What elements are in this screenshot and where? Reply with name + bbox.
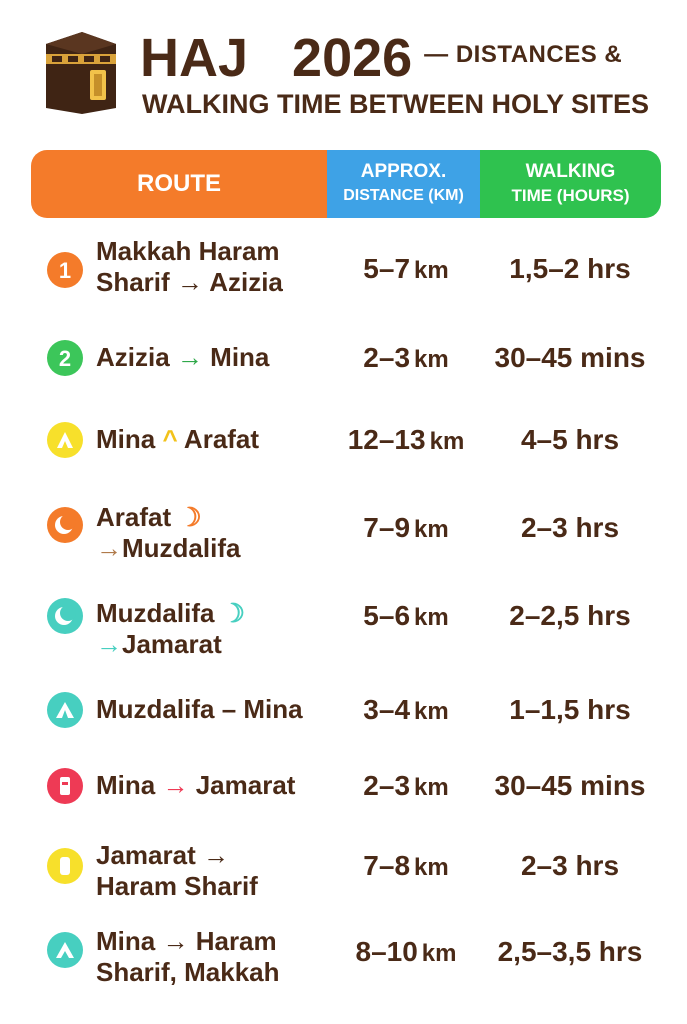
table-row [0, 926, 687, 992]
route-to: Arafat [183, 424, 260, 454]
route-arrow: → [96, 629, 122, 659]
route-arrow: → [162, 926, 189, 956]
distance-cell [336, 770, 476, 802]
route-label [96, 342, 269, 373]
column-header-label: WALKING [525, 161, 616, 182]
distance-cell [336, 600, 476, 632]
svg-text:1: 1 [58, 258, 72, 283]
route-label [96, 770, 295, 801]
route-label [96, 840, 316, 902]
distance-cell [336, 342, 476, 374]
route-arrow: → [162, 770, 189, 800]
distance-unit: km [414, 698, 449, 725]
column-header-label: APPROX. [360, 161, 447, 182]
distance-unit: km [414, 604, 449, 631]
distance-value: 7–9 [363, 512, 411, 543]
distance-value: 2–3 [363, 770, 411, 801]
table-row [0, 840, 687, 906]
time-cell: 2,5–3,5 hrs [497, 936, 643, 967]
distance-value: 12–13 [347, 424, 426, 455]
page-title [140, 24, 622, 89]
distance-cell [336, 936, 476, 968]
time-cell: 4–5 hrs [520, 424, 620, 455]
route-from: Mina [96, 926, 156, 956]
route-arrow: → [96, 533, 122, 563]
distance-cell [336, 253, 476, 285]
distance-unit: km [421, 940, 457, 967]
crescent-moon-icon [47, 598, 83, 634]
route-from: Muzdalifa [96, 694, 215, 724]
route-arrow: ^ [162, 424, 178, 454]
column-header-sublabel: DISTANCE (KM) [343, 187, 464, 204]
distance-value: 7–8 [363, 850, 411, 881]
route-to: Mina [243, 694, 303, 724]
distance-unit: km [414, 346, 449, 373]
time-cell: 2–3 hrs [520, 850, 620, 881]
route-from: Mina [96, 424, 156, 454]
distance-cell [336, 424, 476, 456]
time-cell: 30–45 mins [494, 342, 646, 373]
table-header [31, 150, 661, 218]
route-from: Muzdalifa [96, 598, 215, 628]
route-from: Mina [96, 770, 156, 800]
route-to: Jamarat [195, 770, 296, 800]
title-year: 2026 [292, 28, 413, 88]
route-label [96, 236, 306, 298]
table-row [0, 340, 687, 380]
route-from: Jamarat [96, 840, 196, 870]
number-2-icon [47, 340, 83, 376]
table-row [0, 768, 687, 808]
page-subtitle: WALKING TIME BETWEEN HOLY SITES [142, 89, 650, 119]
time-cell: 30–45 mins [494, 770, 646, 801]
route-to: Azizia [209, 267, 283, 297]
route-arrow: – [221, 694, 237, 724]
route-arrow: → [176, 342, 203, 372]
route-to: Jamarat [122, 629, 222, 659]
route-label [96, 694, 303, 725]
column-header-distance [327, 150, 480, 218]
route-label: Muzdalifa ☽ →Jamarat [96, 598, 245, 659]
distance-unit: km [429, 428, 465, 455]
distance-cell [336, 512, 476, 544]
title-word: HAJ [140, 28, 249, 88]
distance-unit: km [414, 516, 449, 543]
kaaba-icon [42, 30, 120, 114]
route-arrow: → [176, 267, 203, 297]
crescent-moon-icon [47, 507, 83, 543]
table-row [0, 236, 687, 306]
distance-value: 8–10 [355, 936, 418, 967]
route-to: Muzdalifa [122, 533, 241, 563]
route-from: Arafat [96, 502, 172, 532]
mountain-icon [47, 932, 83, 968]
header [0, 0, 687, 140]
pillar-icon [47, 848, 83, 884]
column-header-label: ROUTE [137, 170, 221, 197]
route-from: Azizia [96, 342, 170, 372]
distance-cell [336, 850, 476, 882]
route-arrow: → [202, 840, 229, 870]
mountain-icon [47, 422, 83, 458]
tent-icon [47, 692, 83, 728]
column-header-time [480, 150, 661, 218]
route-to: Haram Sharif, Makkah [96, 926, 280, 987]
pillar-icon [47, 768, 83, 804]
distance-value: 2–3 [363, 342, 411, 373]
route-from: Makkah Haram Sharif [96, 236, 280, 297]
table-row [0, 598, 687, 664]
time-cell: 2–2,5 hrs [509, 600, 631, 631]
route-label [96, 424, 259, 455]
title-suffix: — DISTANCES & [424, 41, 623, 68]
time-cell: 1–1,5 hrs [509, 694, 631, 725]
distance-value: 5–7 [363, 253, 411, 284]
distance-unit: km [414, 774, 449, 801]
number-1-icon [47, 252, 83, 288]
table-row [0, 692, 687, 732]
time-cell: 1,5–2 hrs [509, 253, 631, 284]
route-to: Mina [210, 342, 270, 372]
route-to: Haram Sharif [96, 871, 258, 901]
table-row [0, 422, 687, 462]
route-label [96, 926, 316, 988]
distance-unit: km [414, 854, 449, 881]
svg-text:2: 2 [58, 346, 72, 371]
column-header-sublabel: TIME (HOURS) [511, 186, 630, 205]
time-cell: 2–3 hrs [520, 512, 620, 543]
column-header-route [31, 150, 327, 218]
distance-value: 5–6 [363, 600, 411, 631]
distance-cell [336, 694, 476, 726]
table-row [0, 502, 687, 568]
distance-value: 3–4 [363, 694, 411, 725]
route-label: Arafat ☽ →Muzdalifa [96, 502, 241, 563]
distance-unit: km [414, 257, 449, 284]
